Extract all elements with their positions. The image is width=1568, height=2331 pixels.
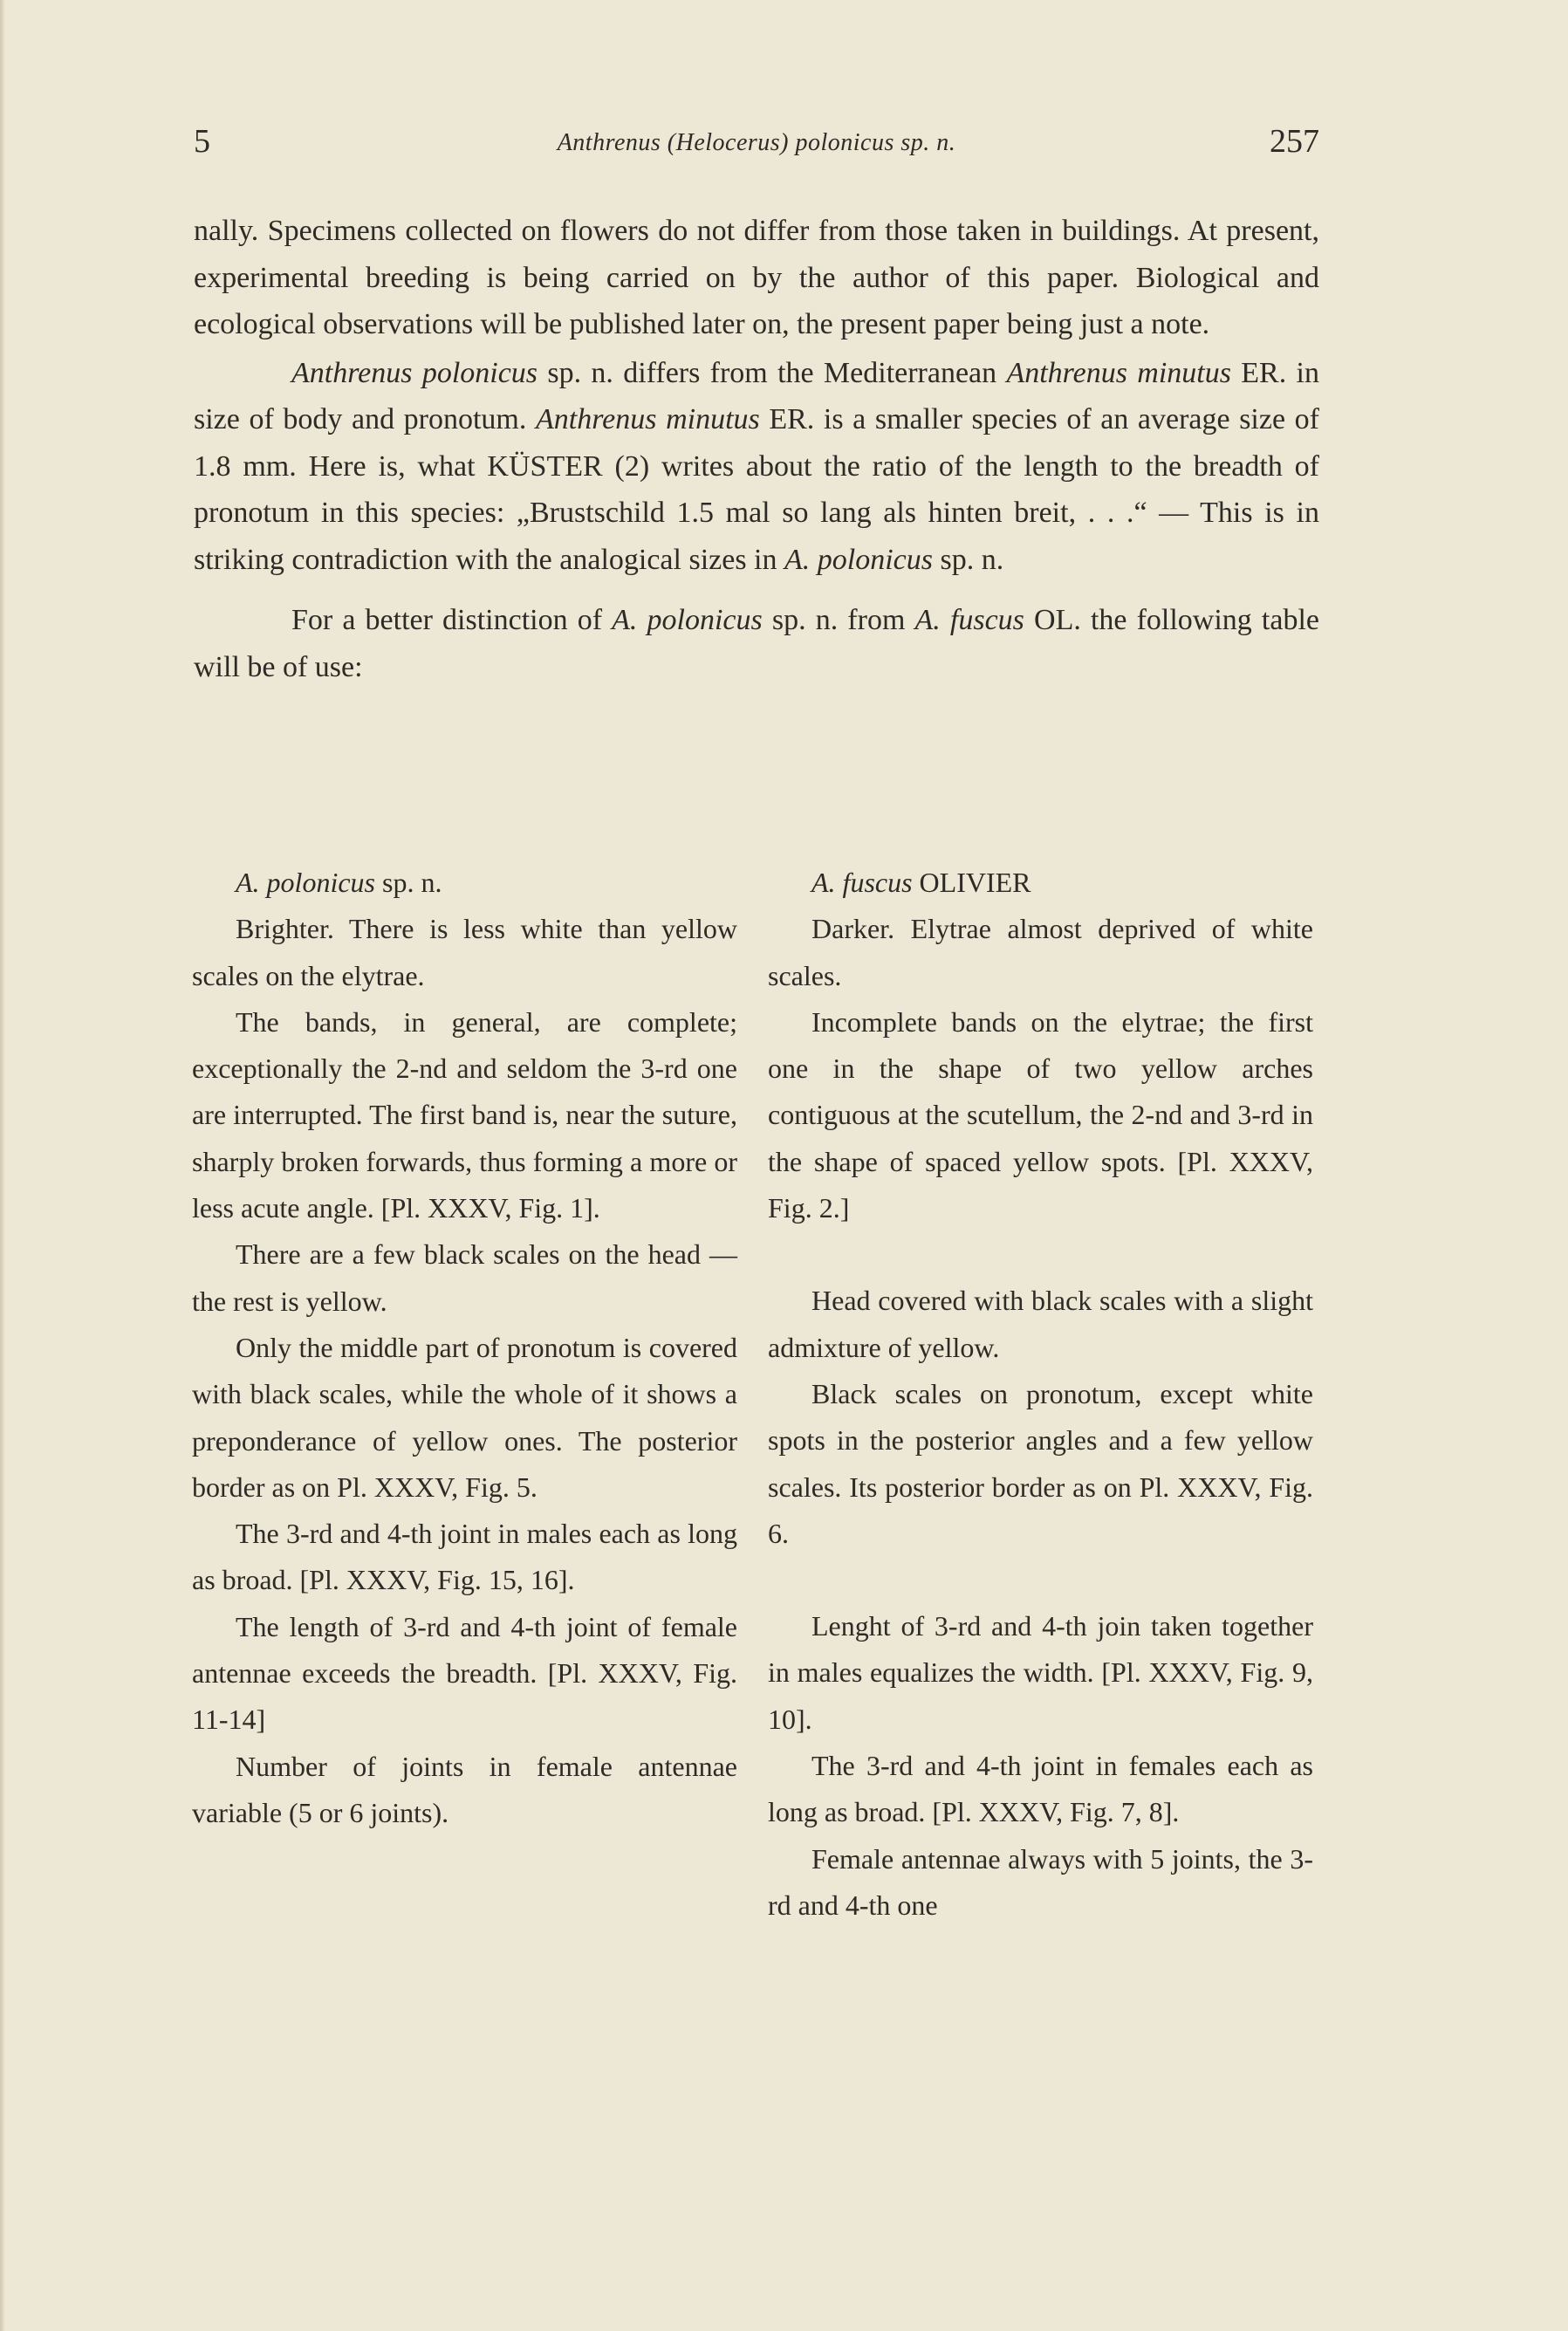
intro-paragraph-3 bbox=[194, 597, 1319, 690]
page-number: 257 bbox=[1270, 123, 1319, 160]
trait-pronotum: Only the middle part of pronotum is covered with black scales, while the whole of it shows a preponderance of yellow ones. The posterior border as on Pl. XXXV, Fig. 5. bbox=[192, 1331, 737, 1503]
intro-paragraph-1: nally. Specimens collected on flowers do not differ from those taken in buildings. At present, experimental breeding is being carried on by the author of this paper. Biological and ecological observations will be published later on, the present paper being just a note. bbox=[194, 215, 1319, 340]
column-heading bbox=[768, 860, 1313, 906]
page-header bbox=[194, 122, 1319, 166]
species-name: A. fuscus bbox=[811, 867, 913, 898]
trait-colour: Brighter. There is less white than yellow scales on the elytrae. bbox=[192, 913, 737, 991]
text-run: OL. the following table will be of use: bbox=[194, 604, 1319, 683]
text-run: ER. is a smaller species of an average size of 1.8 mm. Here is, what KÜSTER (2) writes about the ratio of the length to the breadth of pronotum in this species: „Brustschild 1.5 mal so lang als hinten breit, . . .“ — This is in striking contradiction with the analogical sizes in bbox=[194, 403, 1319, 576]
trait-bands: The bands, in general, are complete; exceptionally the 2-nd and seldom the 3-rd one are interrupted. The first band is, near the suture, sharply broken forwards, thus forming a more or less acute angle. [Pl. XXXV, Fig. 1]. bbox=[192, 1005, 737, 1224]
species-name: A. polonicus bbox=[612, 604, 763, 636]
trait-pronotum: Black scales on pronotum, except white spots in the posterior angles and a few yellow scales. Its posterior border as on Pl. XXXV, Fig. 6. bbox=[768, 1377, 1313, 1549]
text-run: ER. in size of body and pronotum. bbox=[194, 356, 1319, 435]
trait-female-antennae-length: The length of 3-rd and 4-th joint of female antennae exceeds the breadth. [Pl. XXXV, Fig. 11-14] bbox=[192, 1610, 737, 1736]
trait-male-antennae: The 3-rd and 4-th joint in males each as long as broad. [Pl. XXXV, Fig. 15, 16]. bbox=[192, 1518, 737, 1596]
trait-head: Head covered with black scales with a slight admixture of yellow. bbox=[768, 1285, 1313, 1363]
species-name: Anthrenus minutus bbox=[535, 403, 760, 435]
trait-bands: Incomplete bands on the elytrae; the first one in the shape of two yellow arches contiguous at the scutellum, the 2-nd and 3-rd in the shape of spaced yellow spots. [Pl. XXXV, Fig. 2.] bbox=[768, 1005, 1313, 1224]
trait-colour: Darker. Elytrae almost deprived of white scales. bbox=[768, 913, 1313, 991]
intro-paragraph-2 bbox=[194, 350, 1319, 584]
comparison-column-fuscus bbox=[768, 860, 1313, 1929]
text-run: OLIVIER bbox=[912, 867, 1031, 898]
species-name: A. polonicus bbox=[236, 867, 375, 898]
species-name: A. polonicus bbox=[784, 543, 933, 576]
trait-female-antennae-length: The 3-rd and 4-th joint in females each as long as broad. [Pl. XXXV, Fig. 7, 8]. bbox=[768, 1750, 1313, 1828]
trait-male-antennae: Lenght of 3-rd and 4-th join taken together in males equalizes the width. [Pl. XXXV, Fig. 9, 10]. bbox=[768, 1610, 1313, 1735]
text-run: sp. n. differs from the Mediterranean bbox=[538, 356, 1007, 389]
text-run: sp. n. bbox=[932, 543, 1004, 576]
running-title: Anthrenus (Helocerus) polonicus sp. n. bbox=[557, 129, 956, 156]
page-edge bbox=[0, 0, 5, 2331]
comparison-column-polonicus bbox=[192, 860, 737, 1836]
trait-head: There are a few black scales on the head — the rest is yellow. bbox=[192, 1238, 737, 1317]
text-run: sp. n. from bbox=[762, 604, 915, 636]
intro-text bbox=[194, 208, 1319, 690]
text-run: sp. n. bbox=[374, 867, 442, 898]
text-run: For a better distinction of bbox=[291, 604, 613, 636]
section-number: 5 bbox=[194, 123, 210, 160]
species-name: Anthrenus minutus bbox=[1006, 356, 1231, 389]
species-name: A. fuscus bbox=[914, 604, 1024, 636]
column-heading bbox=[192, 860, 737, 906]
species-name: Anthrenus polonicus bbox=[291, 356, 538, 389]
trait-female-antennae-joints: Number of joints in female antennae variable (5 or 6 joints). bbox=[192, 1750, 737, 1828]
trait-female-antennae-joints: Female antennae always with 5 joints, the 3-rd and 4-th one bbox=[768, 1842, 1313, 1921]
